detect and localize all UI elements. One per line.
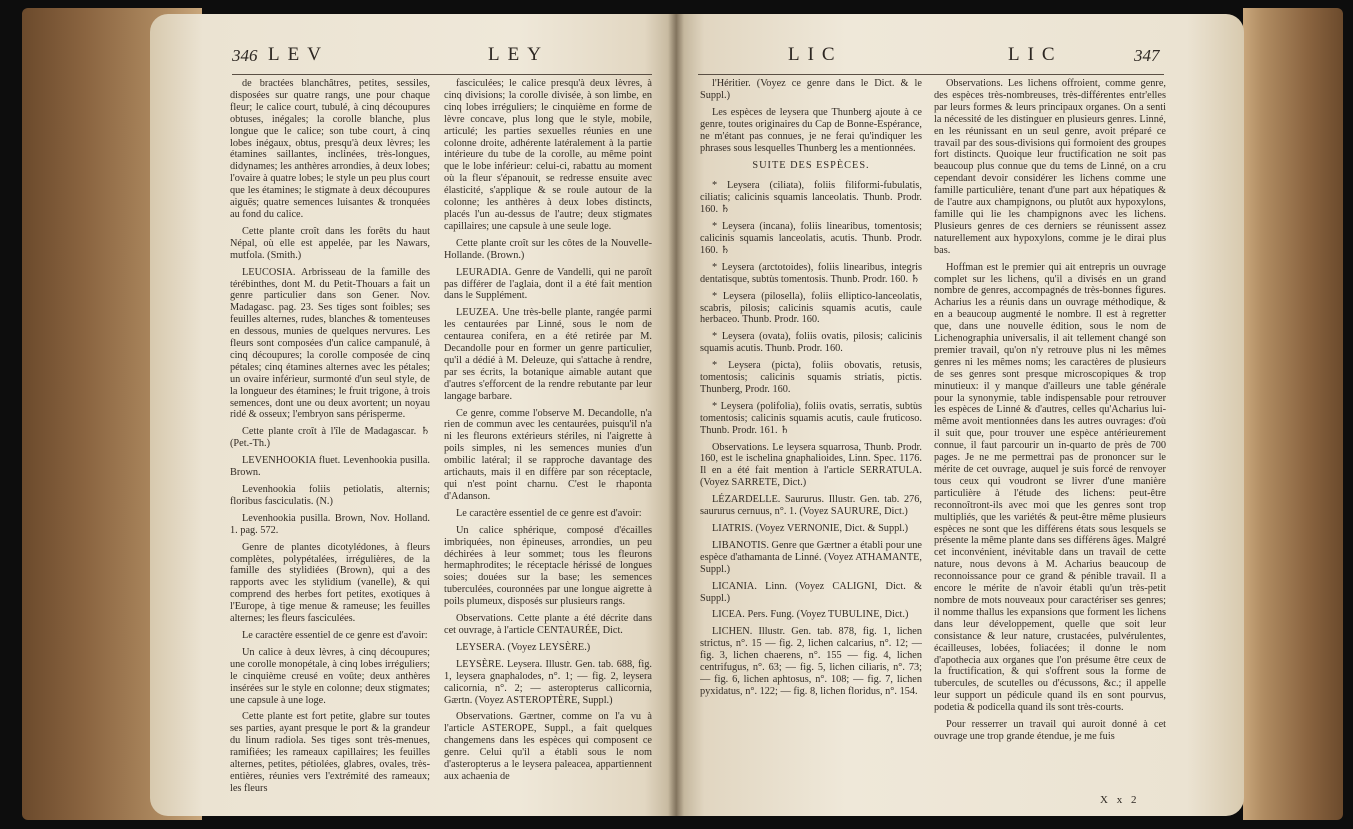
paragraph: Levenhookia pusilla. Brown, Nov. Holland. 1. pag. 572. <box>230 512 430 536</box>
paragraph: Cette plante croît à l'île de Madagascar. ♄ (Pet.-Th.) <box>230 426 430 450</box>
paragraph: Le caractère essentiel de ce genre est d'avoir: <box>242 629 428 641</box>
paragraph: LEYSÈRE. Leysera. Illustr. Gen. tab. 688, fig. 1, leysera gnaphalodes, n°. 1; — fig. 2, leysera calicornia, n°. 2; — asteropterus callicornia, Gærtn. (Voyez ASTEROPTÈRE, Suppl.) <box>444 658 652 706</box>
paragraph: LIATRIS. (Voyez VERNONIE, Dict. & Suppl.) <box>712 523 909 534</box>
paragraph: LICANIA. Linn. (Voyez CALIGNI, Dict. & Suppl.) <box>700 580 922 604</box>
paragraph: Un calice à deux lèvres, à cinq découpures; une corolle monopétale, à cinq lobes irréguliers; le cinquième creusé en voûte; deux anthères insérées sur le style en colonne; deux stigmates; une capsule à une loge. <box>230 646 430 706</box>
right-running-header-2: LIC <box>1008 44 1063 65</box>
paragraph: Le caractère essentiel de ce genre est d'avoir: <box>456 507 642 519</box>
paragraph: LICEA. Pers. Fung. (Voyez TUBULINE, Dict.) <box>712 609 909 621</box>
paragraph: LIBANOTIS. Genre que Gærtner a établi pour une espèce d'athamanta de Linné. (Voyez ATHAMANTE, Suppl.) <box>700 539 922 575</box>
paragraph: Genre de plantes dicotylédones, à fleurs complètes, polypétalées, irrégulières, de la famille des stylidiées (Brown), qui a des rapports avec les stylidium (vanelle), & qui comprend des herbes fort petites, exotiques à l'Europe, à tige menue & rameuse; les feuilles alternes; les fleurs fasciculées. <box>230 541 430 625</box>
paragraph: l'Héritier. (Voyez ce genre dans le Dict. & le Suppl.) <box>700 78 922 101</box>
paragraph: LEUZEA. Une très-belle plante, rangée parmi les centaurées par Linné, sous le nom de centaurea conifera, en a été retirée par M. Decandolle pour en former un genre particulier, qu'il a dédié à M. Deleuze, qui s'attache à rendre, par ses écrits, la botanique aimable autant que d'autres s'efforcent de la rendre rebutante par leur langage barbare. <box>444 307 652 402</box>
left-page-number: 346 <box>232 46 258 65</box>
left-page-column-1 <box>230 78 430 806</box>
paragraph: Ce genre, comme l'observe M. Decandolle, n'a rien de commun avec les centaurées, puisqu'il n'a ni les fleurons extérieurs stériles, ni l'aigrette à poils simples, ni les semences munies d'un ombilic latéral; il se rapproche davantage des artichauts, mais il en diffère par son réceptacle, qui n'est point charnu. C'est le rhaponta d'Adanson. <box>444 407 652 502</box>
paragraph: * Leysera (ciliata), foliis filiformi-fubulatis, ciliatis; calicinis squamis lanceolatis. Thunb. Prodr. 160. ♄ <box>700 180 922 216</box>
paragraph: LEURADIA. Genre de Vandelli, qui ne paroît pas différer de l'aglaia, dont il a été fait mention dans le Supplément. <box>444 266 652 302</box>
paragraph: * Leysera (incana), foliis linearibus, tomentosis; calicinis squamis lanceolatis, acutis. Thunb. Prodr. 160. ♄ <box>700 221 922 256</box>
right-page-column-2 <box>934 78 1166 790</box>
right-page <box>676 14 1244 816</box>
paragraph: * Leysera (ovata), foliis ovatis, pilosis; calicinis squamis acutis. Thunb. Prodr. 160. <box>700 331 922 355</box>
paragraph: Observations. Les lichens offroient, comme genre, des espèces très-nombreuses, très-différentes entr'elles par leurs formes & leurs principaux organes. On a senti la nécessité de les distinguer en plusieurs genres. Linné, en les réunissant en un seul genre, avoit préparé ce travail par des sous-divisions qui formoient des groupes fort distincts. Quoique leur fructification ne soit pas beaucoup plus connue que du tems de Linné, on a cru cependant devoir considérer les lichens comme une famille particulière, tenant d'une part aux hépatiques & de l'autre aux champignons, ou plutôt aux hypoxylons, famille qui lie les champignons avec les lichens. Plusieurs genres de ces derniers se réunissent assez naturellement aux hypoxylons, comme je le dirai plus bas. <box>934 78 1166 256</box>
left-running-header-2: LEY <box>488 44 549 65</box>
paragraph: LICHEN. Illustr. Gen. tab. 878, fig. 1, lichen strictus, n°. 15 — fig. 2, lichen calcarius, n°. 12; — fig. 3, lichen chaerens, n°. 155 — fig. 4, lichen centrifugus, n°. 63; — fig. 5, lichen ciliaris, n°. 73; — fig. 6, lichen aphtosus, n°. 108; — fig. 7, lichen pyxidatus, n°. 122; — fig. 8, lichen floridus, n°. 154. <box>700 626 922 697</box>
paragraph: Levenhookia foliis petiolatis, alternis; floribus fasciculatis. (N.) <box>230 484 430 507</box>
right-header-rule <box>698 74 1164 75</box>
paragraph: fasciculées; le calice presqu'à deux lèvres, à cinq divisions; la corolle divisée, à son limbe, en cinq lobes irréguliers; le cinquième en forme de lèvre concave, plus long que le style, mobile, articulé; les parties sexuelles réunies en une colonne droite, adhérente latéralement à la partie intérieure du tube de la corolle, au même point que le lobe inférieur: celui-ci, rabattu au moment où la fleur s'épanouit, se redresse ensuite avec élasticité, s'applique & se roule autour de la colonne; les anthères à deux lobes distincts, placés l'un au-dessus de l'autre; deux stigmates capillaires; une capsule à une seule loge. <box>444 78 652 232</box>
paragraph: Un calice sphérique, composé d'écailles imbriquées, non épineuses, arrondies, un peu déchirées à leur sommet; tous les fleurons hermaphrodites; le réceptacle hérissé de longues soies; douées sur la base; les semences tuberculées, couronnées par une longue aigrette à poils plumeux, disposés sur plusieurs rangs. <box>444 524 652 608</box>
right-running-header-1: LIC <box>788 44 843 65</box>
right-page-number: 347 <box>1134 46 1160 65</box>
paragraph: * Leysera (arctotoides), foliis linearibus, integris dentatisque, subtùs tomentosis. Thunb. Prodr. 160. ♄ <box>700 261 922 285</box>
paragraph: Cette plante croît dans les forêts du haut Népal, où elle est appelée, par les Nawars, mutfola. (Smith.) <box>230 225 430 261</box>
paragraph: Observations. Gærtner, comme on l'a vu à l'article ASTEROPE, Suppl., a fait quelques changemens dans les espèces qui composent ce genre. Celui qu'il a établi sous le nom d'asteropterus a le leysera paleacea, appartiennent aux achaenia de <box>444 711 652 782</box>
paragraph: LÉZARDELLE. Saururus. Illustr. Gen. tab. 276, saururus cernuus, n°. 1. (Voyez SAURURE, Dict.) <box>700 494 922 518</box>
left-page <box>150 14 676 816</box>
paragraph: * Leysera (pilosella), foliis elliptico-lanceolatis, scabris, pilosis; calicinis squamis acutis, caule herbaceo. Thunb. Prodr. 160. <box>700 290 922 326</box>
right-cover-edge <box>1243 8 1343 820</box>
paragraph: de bractées blanchâtres, petites, sessiles, disposées sur quatre rangs, une pour chaque fleur; le calice court, tubulé, à cinq découpures obtuses, inégales; la corolle blanche, plus longue que le calice; son tube court, à cinq lobes inégaux, obtus, presqu'à deux lèvres; les étamines saillantes, inclinées, très-longues, didynames; les anthères arrondies, à deux lobes; l'ovaire à quatre lobes; le style un peu plus court que les étamines; le stigmate à deux découpures aiguës; quatre semences luisantes & tronquées au fond du calice. <box>230 78 430 220</box>
paragraph: Pour resserrer un travail qui auroit donné à cet ouvrage une trop grande étendue, je me fuis <box>934 719 1166 742</box>
paragraph: Cette plante croît sur les côtes de la Nouvelle-Hollande. (Brown.) <box>444 237 652 261</box>
paragraph: Observations. Cette plante a été décrite dans cet ouvrage, à l'article CENTAURÉE, Dict. <box>444 613 652 636</box>
paragraph: LEVENHOOKIA fluet. Levenhookia pusilla. Brown. <box>230 455 430 479</box>
left-running-header-1: LEV <box>268 44 329 65</box>
paragraph: Les espèces de leysera que Thunberg ajoute à ce genre, toutes originaires du Cap de Bonne-Espérance, ne m'étant pas connues, je ne ferai qu'indiquer les phrases sous lesquelles Thunberg les a mentionnées. <box>700 106 922 154</box>
paragraph: LEYSERA. (Voyez LEYSÈRE.) <box>456 641 591 653</box>
paragraph: * Leysera (picta), foliis obovatis, retusis, tomentosis; calicinis squamis striatis, pictis. Thunberg, Prodr. 160. <box>700 360 922 395</box>
paragraph: Observations. Le leysera squarrosa, Thunb. Prodr. 160, est le ischelina gnaphalioides, Linn. Spec. 1176. Il en a été fait mention à l'article SERRATULA. (Voyez SARRETE, Dict.) <box>700 441 922 489</box>
left-header-rule <box>232 74 652 75</box>
left-page-column-2 <box>444 78 652 806</box>
paragraph: SUITE DES ESPÈCES. <box>752 160 870 172</box>
signature-mark: X x 2 <box>1100 794 1140 806</box>
paragraph: * Leysera (polifolia), foliis ovatis, serratis, subtùs tomentosis; calicinis squamis acutis, caule fruticoso. Thunb. Prodr. 161. ♄ <box>700 400 922 436</box>
book-gutter <box>668 14 684 816</box>
paragraph: Cette plante est fort petite, glabre sur toutes ses parties, ayant presque le port & la grandeur du linum radiola. Ses tiges sont très-menues, ramifiées; les rameaux capillaires; les feuilles alternes, petites, pétiolées, glabres, ovales, très-entières, réunies vers l'extrémité des rameaux; les fleurs <box>230 711 430 794</box>
paragraph: LEUCOSIA. Arbrisseau de la famille des térébinthes, dont M. du Petit-Thouars a fait un genre particulier dans son Gener. Nov. Madagasc. pag. 23. Ses tiges sont foibles; ses feuilles alternes, rudes, blanches & tomenteuses en dessous, munies de quelques nervures. Les fleurs sont composées d'un calice campanulé, à cinq découpures; la corolle composée de cinq pétales; cinq étamines alternes avec les pétales; un ovaire inférieur, surmonté d'un seul style, de la longueur des étamines; le fruit trigone, à trois semences, dont une ou deux avortent; un noyau ridé & osseux; l'embryon sans périsperme. <box>230 266 430 421</box>
right-page-column-1 <box>700 78 922 790</box>
paragraph: Hoffman est le premier qui ait entrepris un ouvrage complet sur les lichens, qu'il a divisés en un grand nombre de genres, accompagnés de très-bonnes figures. Acharius les a réunis dans un ouvrage méthodique, & en a beaucoup augmenté le nombre. Il est à regretter que, dans une nouvelle édition, sous le nom de Lichenographia universalis, il ait tellement changé son premier travail, qu'on n'y retrouve plus ni les mêmes genres ni les mêmes noms; les caractères de plusieurs de ses genres sont presque microscopiques & trop minutieux: il y manque d'ailleurs une table générale pour la synonymie, table indispensable pour retrouver les espèces de Linné & d'autres, celles qu'Acharius lui-même avoit mentionnées dans les autres ouvrages: d'où il suit que, pour trouver une espèce antérieurement connue, il faut parcourir un in-quarto de près de 700 pages. Je ne me permettrai pas de prononcer sur le mérite de cet ouvrage, auquel je suis forcé de renvoyer tous ceux qui voudront se livrer d'une manière particulière à l'étude des lichens: peut-être reconnoîtront-ils avec moi que les genres sont trop multipliés, que les variétés & peut-être même plusieurs espèces ne sont que les différens états sous lesquels se présente la même plante dans ses différens âges. Malgré cet inconvénient, inévitable dans un travail de cette nature, nous devons à M. Acharius beaucoup de reconnoissance pour ce grand & pénible travail. Il a encore le mérite de n'avoir établi qu'un très-petit nombre de mots nouveaux pour caractériser ses genres; il nomme thallus les expansions que forment les lichens dans leur développement, quelle que soit leur consistance & leur nature, crustacées, pulvérulentes, écailleuses, lobées, foliacées; il donne le nom d'apothecia aux organes que l'on présume être ceux de la fructification, & qui s'offrent sous la forme de tubercules, de scutelles ou d'écussons, &c.; il appelle leur support un pédicule quand ils en sont pourvus, podetia & podicella quand ils sont très-courts. <box>934 261 1166 714</box>
